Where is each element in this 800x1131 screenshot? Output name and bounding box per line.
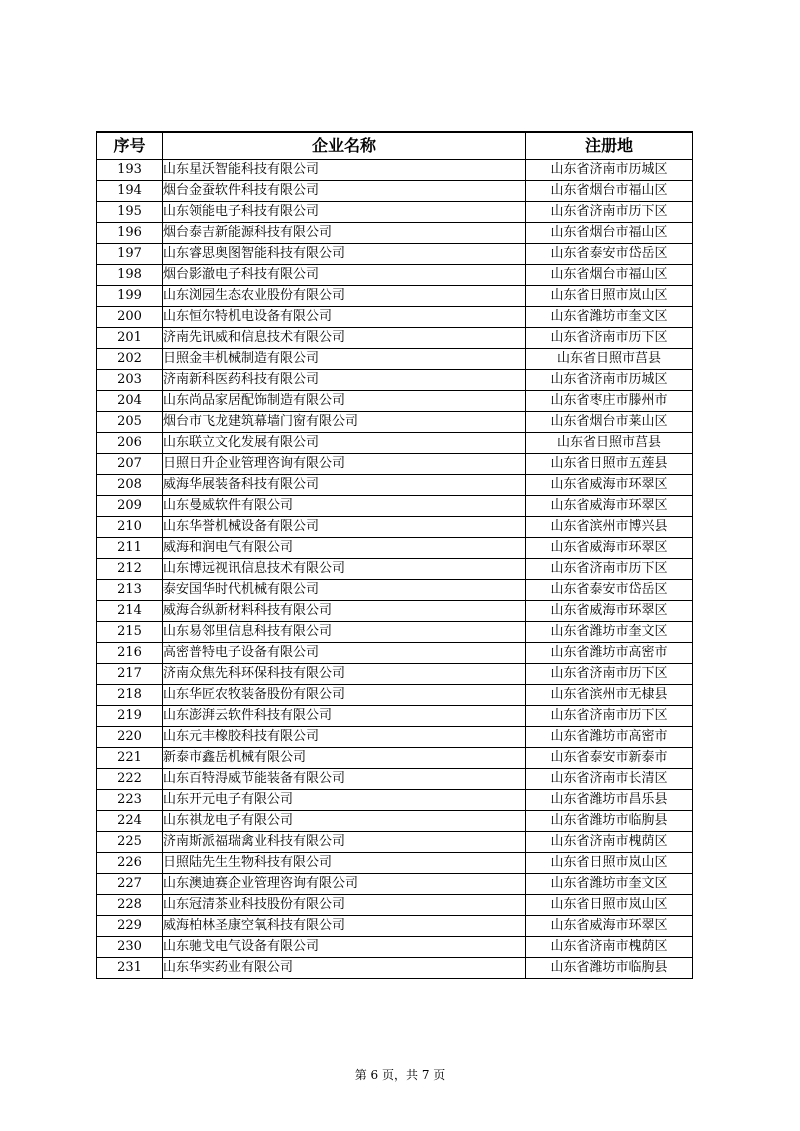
- cell-registered-address: 山东省滨州市无棣县: [526, 685, 693, 706]
- cell-company-name: 山东联立文化发展有限公司: [163, 433, 526, 454]
- cell-company-name: 山东华实药业有限公司: [163, 958, 526, 979]
- table-row: [97, 517, 693, 538]
- page-footer: 第 6 页，共 7 页: [354, 1068, 446, 1082]
- cell-seq: 206: [97, 433, 163, 454]
- cell-registered-address: 山东省潍坊市昌乐县: [526, 790, 693, 811]
- table-row: [97, 265, 693, 286]
- cell-registered-address: 山东省潍坊市奎文区: [526, 307, 693, 328]
- cell-registered-address: 山东省烟台市福山区: [526, 265, 693, 286]
- header-seq: 序号: [97, 132, 163, 160]
- table-row: [97, 664, 693, 685]
- table-row: [97, 643, 693, 664]
- cell-company-name: 山东冠清茶业科技股份有限公司: [163, 895, 526, 916]
- cell-registered-address: 山东省济南市槐荫区: [526, 937, 693, 958]
- cell-registered-address: 山东省烟台市福山区: [526, 181, 693, 202]
- cell-seq: 218: [97, 685, 163, 706]
- cell-seq: 195: [97, 202, 163, 223]
- table-header: [97, 132, 693, 160]
- cell-company-name: 威海华展装备科技有限公司: [163, 475, 526, 496]
- table-row: [97, 601, 693, 622]
- table-row: [97, 244, 693, 265]
- cell-company-name: 山东易邻里信息科技有限公司: [163, 622, 526, 643]
- cell-registered-address: 山东省济南市槐荫区: [526, 832, 693, 853]
- cell-company-name: 济南众焦先科环保科技有限公司: [163, 664, 526, 685]
- cell-company-name: 山东博远视讯信息技术有限公司: [163, 559, 526, 580]
- cell-seq: 221: [97, 748, 163, 769]
- table-row: [97, 349, 693, 370]
- cell-registered-address: 山东省泰安市岱岳区: [526, 580, 693, 601]
- table-row: [97, 223, 693, 244]
- cell-registered-address: 山东省枣庄市滕州市: [526, 391, 693, 412]
- cell-seq: 228: [97, 895, 163, 916]
- cell-company-name: 济南先讯威和信息技术有限公司: [163, 328, 526, 349]
- table-row: [97, 181, 693, 202]
- table-row: [97, 412, 693, 433]
- cell-registered-address: 山东省烟台市福山区: [526, 223, 693, 244]
- cell-company-name: 山东尚品家居配饰制造有限公司: [163, 391, 526, 412]
- table-row: [97, 769, 693, 790]
- cell-registered-address: 山东省日照市岚山区: [526, 853, 693, 874]
- cell-company-name: 高密普特电子设备有限公司: [163, 643, 526, 664]
- table-row: [97, 433, 693, 454]
- cell-registered-address: 山东省日照市岚山区: [526, 286, 693, 307]
- table-row: [97, 475, 693, 496]
- cell-seq: 207: [97, 454, 163, 475]
- cell-seq: 222: [97, 769, 163, 790]
- cell-seq: 227: [97, 874, 163, 895]
- cell-registered-address: 山东省滨州市博兴县: [526, 517, 693, 538]
- cell-seq: 201: [97, 328, 163, 349]
- cell-seq: 198: [97, 265, 163, 286]
- table-row: [97, 391, 693, 412]
- cell-seq: 213: [97, 580, 163, 601]
- table-row: [97, 685, 693, 706]
- table-row: [97, 538, 693, 559]
- cell-registered-address: 山东省潍坊市奎文区: [526, 622, 693, 643]
- table-row: [97, 748, 693, 769]
- cell-seq: 231: [97, 958, 163, 979]
- cell-seq: 220: [97, 727, 163, 748]
- cell-company-name: 威海合纵新材料科技有限公司: [163, 601, 526, 622]
- cell-company-name: 济南新科医药科技有限公司: [163, 370, 526, 391]
- cell-seq: 226: [97, 853, 163, 874]
- table-row: [97, 454, 693, 475]
- header-registered-address: 注册地: [526, 132, 693, 160]
- table-row: [97, 307, 693, 328]
- cell-registered-address: 山东省济南市历下区: [526, 202, 693, 223]
- cell-company-name: 日照陆先生生物科技有限公司: [163, 853, 526, 874]
- cell-company-name: 山东华誉机械设备有限公司: [163, 517, 526, 538]
- cell-seq: 211: [97, 538, 163, 559]
- cell-company-name: 日照日升企业管理咨询有限公司: [163, 454, 526, 475]
- table-row: [97, 160, 693, 181]
- cell-company-name: 山东华匠农牧装备股份有限公司: [163, 685, 526, 706]
- table-row: [97, 580, 693, 601]
- cell-company-name: 泰安国华时代机械有限公司: [163, 580, 526, 601]
- cell-seq: 230: [97, 937, 163, 958]
- header-company-name: 企业名称: [163, 132, 526, 160]
- table-header-row: [97, 132, 693, 160]
- table-row: [97, 937, 693, 958]
- cell-registered-address: 山东省济南市长清区: [526, 769, 693, 790]
- cell-seq: 225: [97, 832, 163, 853]
- cell-registered-address: 山东省泰安市岱岳区: [526, 244, 693, 265]
- cell-registered-address: 山东省日照市五莲县: [526, 454, 693, 475]
- cell-registered-address: 山东省潍坊市高密市: [526, 727, 693, 748]
- cell-registered-address: 山东省烟台市莱山区: [526, 412, 693, 433]
- cell-seq: 219: [97, 706, 163, 727]
- cell-seq: 203: [97, 370, 163, 391]
- table-row: [97, 202, 693, 223]
- cell-registered-address: 山东省济南市历下区: [526, 706, 693, 727]
- cell-seq: 208: [97, 475, 163, 496]
- cell-seq: 199: [97, 286, 163, 307]
- cell-seq: 205: [97, 412, 163, 433]
- table-row: [97, 370, 693, 391]
- cell-registered-address: 山东省潍坊市临朐县: [526, 958, 693, 979]
- cell-registered-address: 山东省济南市历下区: [526, 559, 693, 580]
- table-row: [97, 559, 693, 580]
- table-row: [97, 328, 693, 349]
- table-row: [97, 832, 693, 853]
- cell-registered-address: 山东省威海市环翠区: [526, 601, 693, 622]
- cell-company-name: 山东元丰橡胶科技有限公司: [163, 727, 526, 748]
- table-row: [97, 916, 693, 937]
- table-body: [97, 160, 693, 979]
- cell-seq: 204: [97, 391, 163, 412]
- cell-company-name: 威海柏林圣康空氧科技有限公司: [163, 916, 526, 937]
- cell-seq: 215: [97, 622, 163, 643]
- cell-registered-address: 山东省潍坊市临朐县: [526, 811, 693, 832]
- enterprise-table: [96, 131, 693, 979]
- cell-seq: 217: [97, 664, 163, 685]
- cell-company-name: 山东驰戈电气设备有限公司: [163, 937, 526, 958]
- table-row: [97, 727, 693, 748]
- cell-seq: 229: [97, 916, 163, 937]
- cell-registered-address: 山东省济南市历城区: [526, 160, 693, 181]
- cell-registered-address: 山东省威海市环翠区: [526, 538, 693, 559]
- cell-registered-address: 山东省日照市莒县: [526, 349, 693, 370]
- cell-company-name: 烟台市飞龙建筑幕墙门窗有限公司: [163, 412, 526, 433]
- cell-registered-address: 山东省济南市历下区: [526, 664, 693, 685]
- cell-registered-address: 山东省威海市环翠区: [526, 475, 693, 496]
- cell-company-name: 山东澳迪赛企业管理咨询有限公司: [163, 874, 526, 895]
- cell-registered-address: 山东省日照市莒县: [526, 433, 693, 454]
- cell-company-name: 山东浏园生态农业股份有限公司: [163, 286, 526, 307]
- cell-company-name: 新泰市鑫岳机械有限公司: [163, 748, 526, 769]
- cell-seq: 194: [97, 181, 163, 202]
- cell-seq: 197: [97, 244, 163, 265]
- table-row: [97, 496, 693, 517]
- cell-company-name: 烟台金蚕软件科技有限公司: [163, 181, 526, 202]
- cell-seq: 196: [97, 223, 163, 244]
- cell-company-name: 山东恒尔特机电设备有限公司: [163, 307, 526, 328]
- cell-company-name: 烟台泰吉新能源科技有限公司: [163, 223, 526, 244]
- cell-registered-address: 山东省威海市环翠区: [526, 916, 693, 937]
- cell-company-name: 威海和润电气有限公司: [163, 538, 526, 559]
- cell-seq: 200: [97, 307, 163, 328]
- cell-seq: 193: [97, 160, 163, 181]
- cell-registered-address: 山东省泰安市新泰市: [526, 748, 693, 769]
- table-row: [97, 622, 693, 643]
- cell-seq: 212: [97, 559, 163, 580]
- cell-registered-address: 山东省济南市历下区: [526, 328, 693, 349]
- cell-company-name: 山东澎湃云软件科技有限公司: [163, 706, 526, 727]
- table-row: [97, 874, 693, 895]
- cell-company-name: 山东曼威软件有限公司: [163, 496, 526, 517]
- table-row: [97, 958, 693, 979]
- cell-registered-address: 山东省济南市历城区: [526, 370, 693, 391]
- cell-company-name: 山东开元电子有限公司: [163, 790, 526, 811]
- cell-seq: 209: [97, 496, 163, 517]
- table-row: [97, 853, 693, 874]
- table-row: [97, 790, 693, 811]
- cell-seq: 214: [97, 601, 163, 622]
- table-row: [97, 286, 693, 307]
- cell-company-name: 山东百特淂威节能装备有限公司: [163, 769, 526, 790]
- cell-company-name: 山东星沃智能科技有限公司: [163, 160, 526, 181]
- cell-registered-address: 山东省潍坊市高密市: [526, 643, 693, 664]
- cell-company-name: 山东祺龙电子有限公司: [163, 811, 526, 832]
- cell-registered-address: 山东省威海市环翠区: [526, 496, 693, 517]
- cell-seq: 224: [97, 811, 163, 832]
- cell-company-name: 日照金丰机械制造有限公司: [163, 349, 526, 370]
- cell-company-name: 山东领能电子科技有限公司: [163, 202, 526, 223]
- cell-registered-address: 山东省潍坊市奎文区: [526, 874, 693, 895]
- cell-company-name: 山东睿思奥图智能科技有限公司: [163, 244, 526, 265]
- cell-registered-address: 山东省日照市岚山区: [526, 895, 693, 916]
- table-row: [97, 706, 693, 727]
- cell-seq: 202: [97, 349, 163, 370]
- cell-seq: 210: [97, 517, 163, 538]
- cell-company-name: 济南斯派福瑞禽业科技有限公司: [163, 832, 526, 853]
- cell-seq: 223: [97, 790, 163, 811]
- table-row: [97, 811, 693, 832]
- table-row: [97, 895, 693, 916]
- cell-company-name: 烟台影澈电子科技有限公司: [163, 265, 526, 286]
- cell-seq: 216: [97, 643, 163, 664]
